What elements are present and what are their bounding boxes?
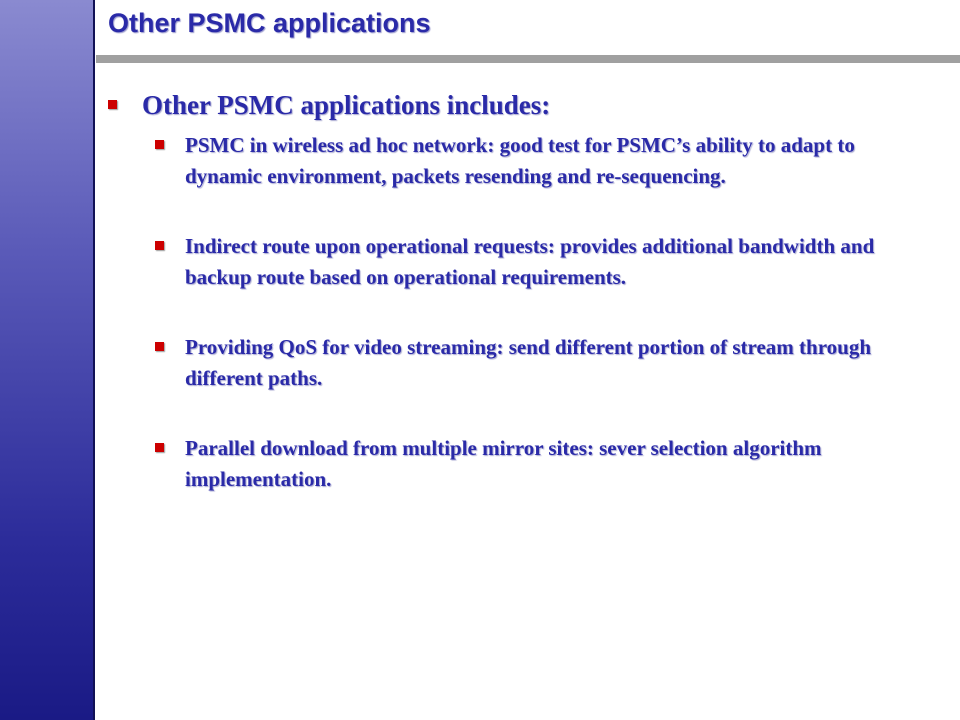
slide-content [108, 88, 908, 534]
sub-bullet-item [108, 130, 908, 192]
sub-bullet-item [108, 433, 908, 495]
sub-bullet-text: Parallel download from multiple mirror sites: sever selection algorithm implementation. [185, 436, 822, 491]
sub-bullet-text: Providing QoS for video streaming: send different portion of stream through different paths. [185, 335, 872, 390]
slide-title: Other PSMC applications [108, 8, 431, 38]
title-divider [96, 55, 960, 63]
sidebar-gradient-bar [0, 0, 95, 720]
square-bullet-icon [155, 443, 164, 452]
square-bullet-icon [155, 140, 164, 149]
square-bullet-icon [155, 241, 164, 250]
bullet-heading-text: Other PSMC applications includes: [142, 90, 551, 120]
sub-bullet-text: Indirect route upon operational requests: provides additional bandwidth and backup route based on operational requirements. [185, 234, 875, 289]
sub-bullet-text: PSMC in wireless ad hoc network: good test for PSMC’s ability to adapt to dynamic environment, packets resending and re-sequencing. [185, 133, 855, 188]
square-bullet-icon [155, 342, 164, 351]
square-bullet-icon [108, 100, 117, 109]
sub-bullet-item [108, 332, 908, 394]
sub-bullet-item [108, 231, 908, 293]
bullet-heading [108, 88, 908, 122]
